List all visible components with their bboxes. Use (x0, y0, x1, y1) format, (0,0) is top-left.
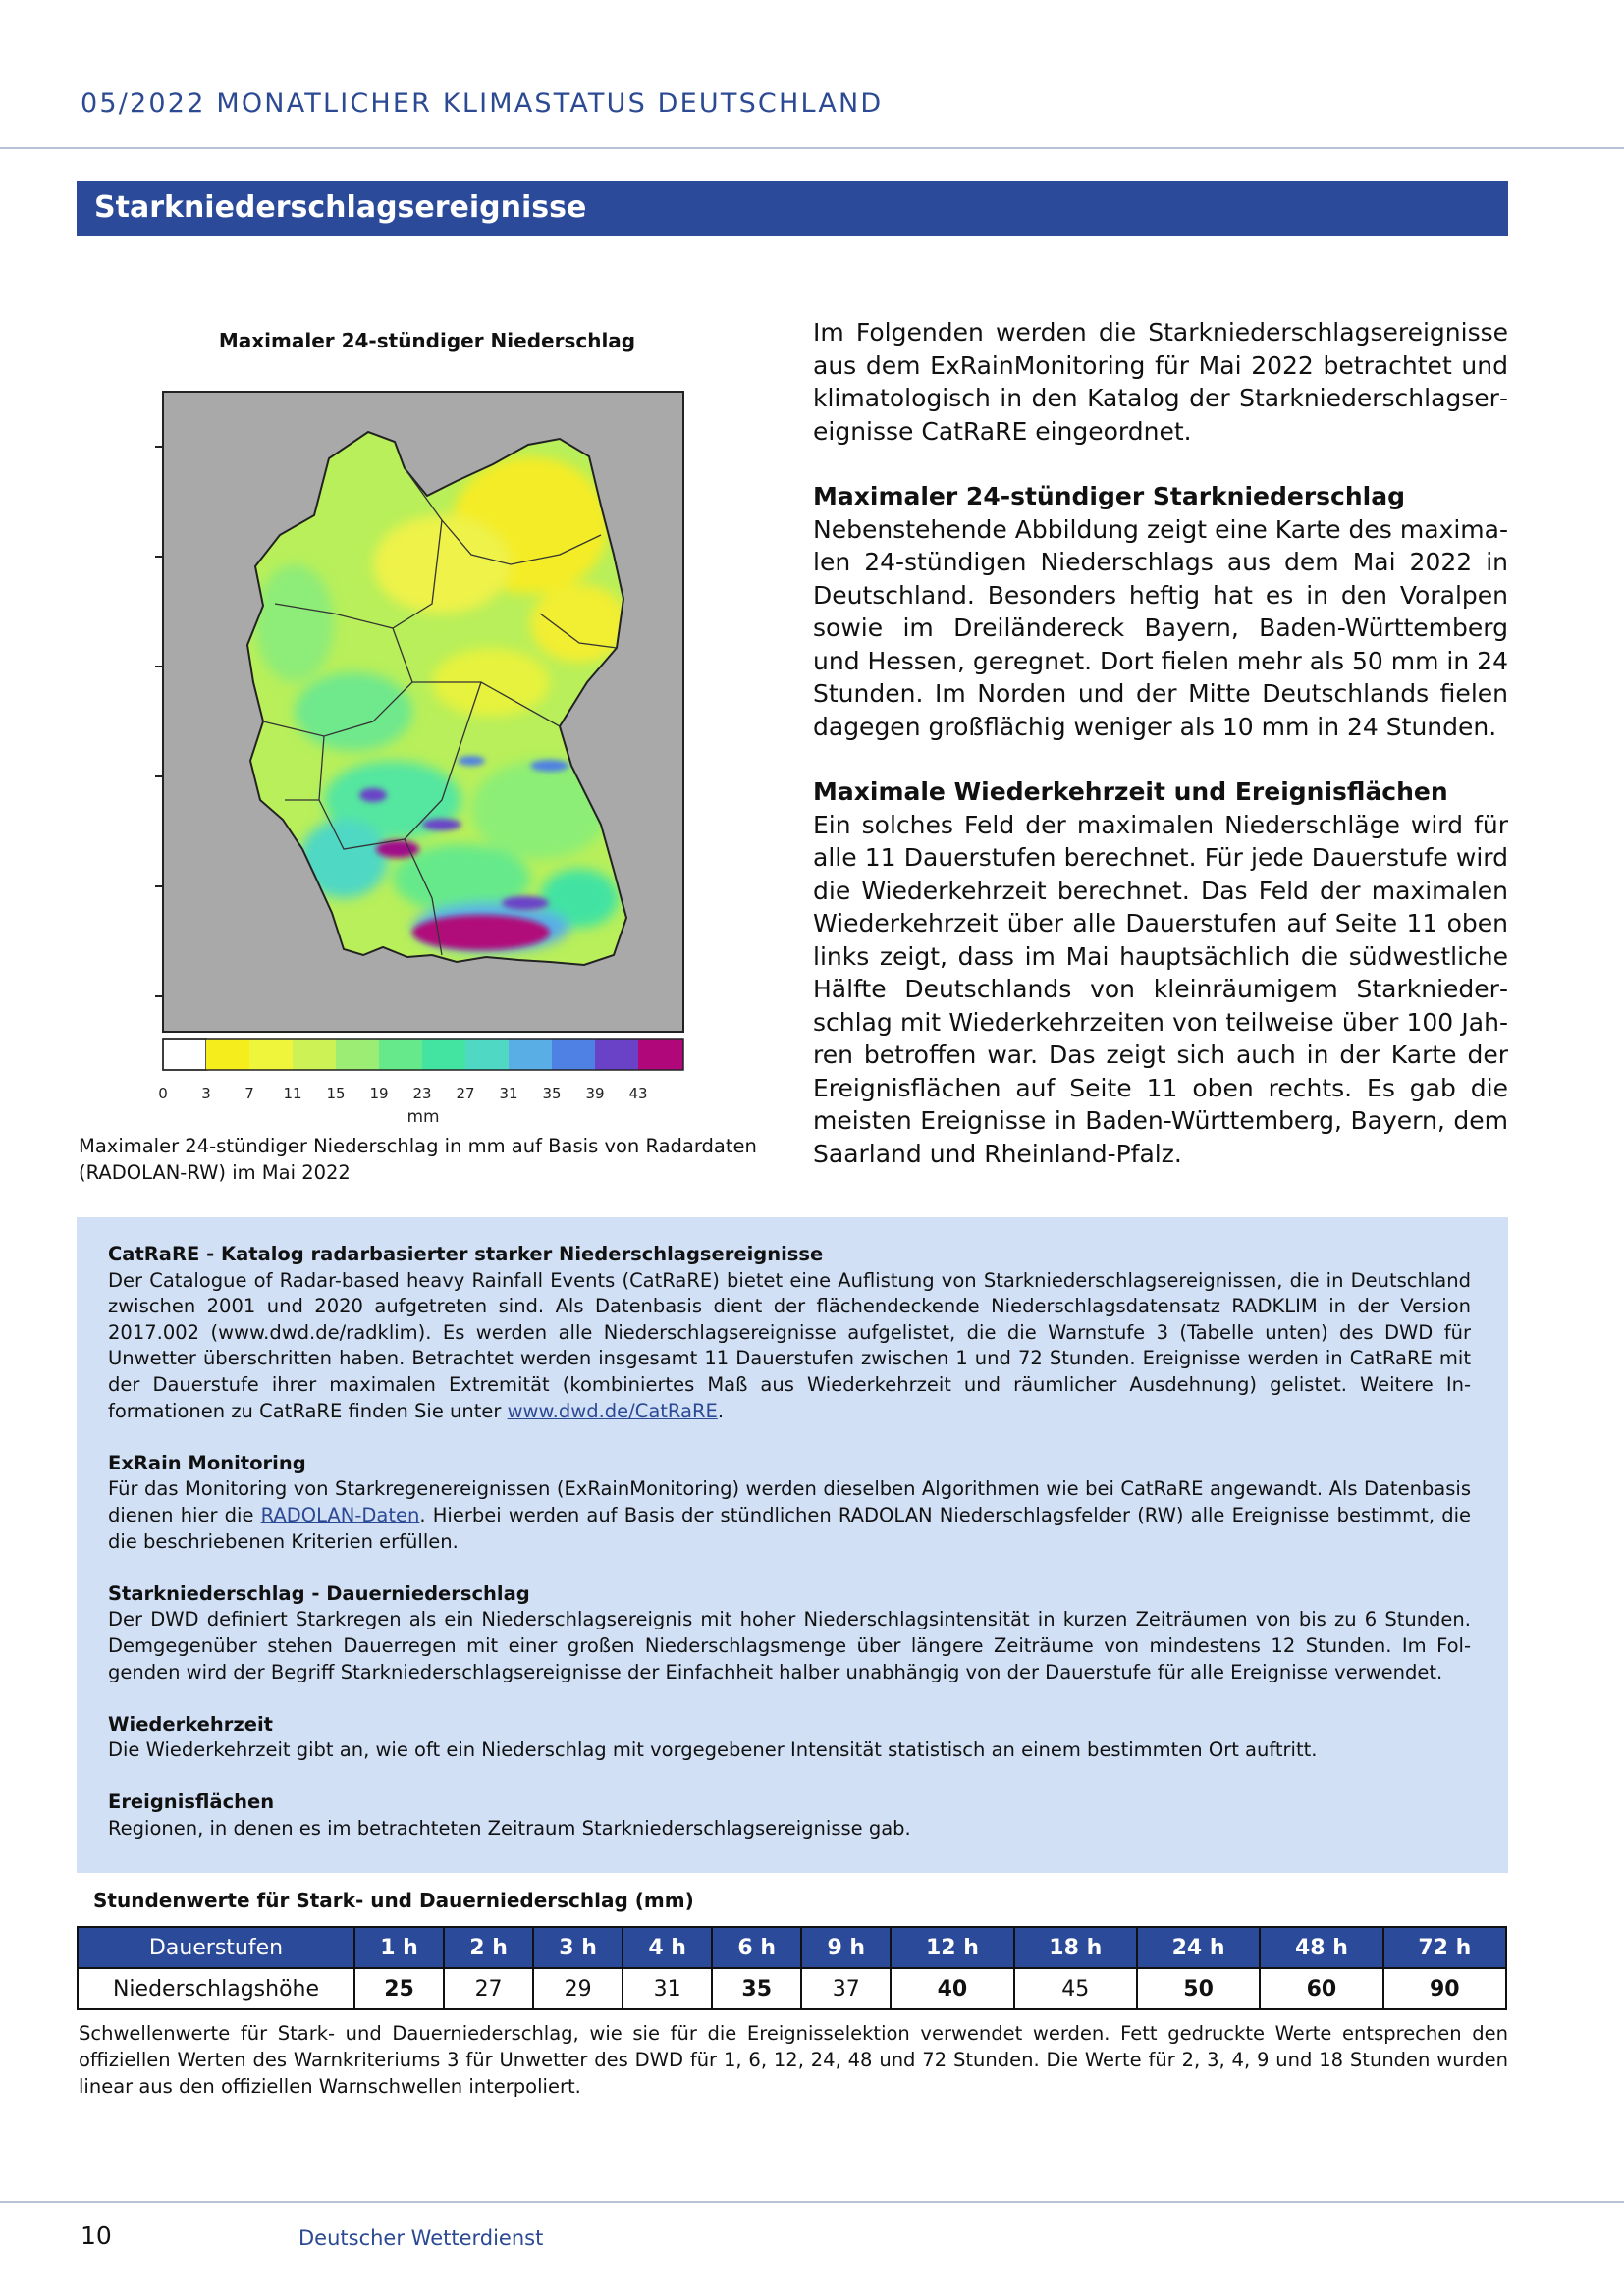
stark-paragraph: Der DWD definiert Starkregen als ein Niederschlagsereignis mit hoher Niederschlagsintensität in kurzen Zeiträumen von bis zu 6 Stunden. Demgegenüber stehen Dauerregen mit einer großen Niederschlagsmenge über längere Zeiträume von mindestens 12 Stunden. Im Folgenden wird der Begriff Starkniederschlagsereignisse der Einfachheit halber unabhängig von der Dauerstufe für alle Ereignisse verwendet. (108, 1608, 1471, 1683)
wiederkehrzeit-paragraph: Die Wiederkehrzeit gibt an, wie oft ein Niederschlag mit vorgegebener Intensität statistisch an einem bestimmten Ort auftritt. (108, 1738, 1318, 1762)
colorbar-tick: 31 (499, 1085, 518, 1102)
duration-cell: 6 h (712, 1927, 801, 1968)
wiederkehrzeit-heading: Wiederkehrzeit (108, 1712, 273, 1735)
colorbar-tick: 35 (542, 1085, 562, 1102)
table-row-label: Dauerstufen (78, 1927, 354, 1968)
value-cell: 37 (801, 1968, 891, 2009)
duration-cell: 2 h (444, 1927, 533, 1968)
colorbar-tick: 27 (456, 1085, 475, 1102)
colorbar-tick: 39 (585, 1085, 605, 1102)
ereignisflaechen-paragraph: Regionen, in denen es im betrachteten Zeitraum Starkniederschlagsereignisse gab. (108, 1817, 911, 1841)
heading-max-24h: Maximaler 24-stündiger Starkniederschlag (813, 482, 1405, 510)
duration-cell: 24 h (1137, 1927, 1260, 1968)
header-divider (0, 147, 1624, 149)
catrare-text: Der Catalogue of Radar-based heavy Rainfall Events (CatRaRE) bietet eine Auflistung von Starkniederschlagsereignissen, die in Deutschland zwischen 2001 und 2020 aufgetreten sind. Als Datenbasis dient der flächendeckende Niederschlagsdatensatz RADKLIM in der Version 2017.002 (www.dwd.de/radklim). Es werden alle Niederschlagsereignisse aufgelistet, die die Warnstufe 3 (Tabelle unten) des DWD für Unwetter überschritten haben. Betrachtet werden insgesamt 11 Dauerstufen zwischen 1 und 72 Stunden. Ereignisse werden in CatRaRE mit der Dauerstufe ihrer maximalen Extremität (kombiniertes Maß aus Wiederkehrzeit und räumlicher Ausdehnung) gelistet. Weitere Informationen zu CatRaRE finden Sie unter (108, 1268, 1471, 1422)
map-colorbar (163, 1039, 683, 1070)
value-cell: 90 (1383, 1968, 1506, 2009)
colorbar-tick: 19 (369, 1085, 389, 1102)
map-axis-ticks (155, 447, 163, 996)
catrare-heading: CatRaRE - Katalog radarbasierter starker Niederschlagsereignisse (108, 1243, 824, 1265)
value-cell: 27 (444, 1968, 533, 2009)
publisher: Deutscher Wetterdienst (298, 2226, 544, 2250)
colorbar-tick-labels (158, 1085, 647, 1127)
colorbar-tick: 43 (628, 1085, 648, 1102)
value-cell: 25 (354, 1968, 444, 2009)
colorbar-unit: mm (406, 1107, 440, 1127)
table-value-row (78, 1968, 1506, 2009)
value-cell: 60 (1260, 1968, 1382, 2009)
catrare-paragraph (108, 1268, 1471, 1425)
duration-cell: 3 h (533, 1927, 623, 1968)
exrain-text: Für das Monitoring von Starkregenereignissen (ExRainMonitoring) werden dieselben Algorithmen wie bei CatRaRE angewandt. Als Datenbasis dienen hier die (108, 1477, 1471, 1526)
colorbar-tick: 15 (326, 1085, 346, 1102)
colorbar-tick: 11 (283, 1085, 302, 1102)
map-caption: Maximaler 24-stündiger Niederschlag in mm auf Basis von Radardaten (RADOLAN-RW) im Mai 2022 (79, 1135, 757, 1184)
duration-cell: 4 h (623, 1927, 712, 1968)
header-title: 05/2022 MONATLICHER KLIMASTATUS DEUTSCHLAND (81, 88, 884, 119)
radolan-link[interactable]: RADOLAN-Daten (260, 1503, 420, 1526)
value-cell: 50 (1137, 1968, 1260, 2009)
duration-cell: 18 h (1014, 1927, 1137, 1968)
ereignisflaechen-heading: Ereignisflächen (108, 1790, 275, 1814)
threshold-table (77, 1926, 1507, 2010)
intro-paragraph: Im Folgenden werden die Starkniederschlagsereignisse aus dem ExRainMonitoring für Mai 2022 betrachtet und klimatologisch in den Katalog der Starkniederschlagsereignisse CatRaRE eingeordnet. (813, 318, 1508, 446)
colorbar-tick: 23 (412, 1085, 432, 1102)
duration-cell: 1 h (354, 1927, 444, 1968)
paragraph-wiederkehrzeit: Ein solches Feld der maximalen Niederschläge wird für alle 11 Dauerstufen berechnet. Für jede Dauerstufe wird die Wiederkehrzeit berechnet. Das Feld der maximalen Wiederkehrzeit über alle Dauerstufen auf Seite 11 oben links zeigt, dass im Mai hauptsächlich die südwestliche Hälfte Deutschlands von kleinräumigem Starkniederschlag mit Wiederkehrzeiten von teilweise über 100 Jahren betroffen war. Das zeigt sich auch in der Karte der Ereignisflächen auf Seite 11 oben rechts. Es gab die meisten Ereignisse in Baden-Württemberg, Bayern, dem Saarland und Rheinland-Pfalz. (813, 810, 1508, 1168)
table-header-row (78, 1927, 1506, 1968)
exrain-paragraph (108, 1476, 1471, 1555)
value-cell: 45 (1014, 1968, 1137, 2009)
table-row-label: Niederschlagshöhe (78, 1968, 354, 2009)
value-cell: 31 (623, 1968, 712, 2009)
catrare-end: . (717, 1399, 725, 1422)
colorbar-tick: 0 (158, 1085, 168, 1102)
value-cell: 29 (533, 1968, 623, 2009)
table-caption: Schwellenwerte für Stark- und Dauerniederschlag, wie sie für die Ereignisselektion verwendet werden. Fett gedruckte Werte entsprechen den offiziellen Werten des Warnkriteriums 3 für Unwetter des DWD für 1, 6, 12, 24, 48 und 72 Stunden. Die Werte für 2, 3, 4, 9 und 18 Stunden wurden linear aus den offiziellen Warnschwellen interpoliert. (79, 2022, 1508, 2098)
heading-wiederkehrzeit: Maximale Wiederkehrzeit und Ereignisflächen (813, 777, 1448, 806)
value-cell: 35 (712, 1968, 801, 2009)
duration-cell: 48 h (1260, 1927, 1382, 1968)
colorbar-tick: 3 (201, 1085, 211, 1102)
duration-cell: 9 h (801, 1927, 891, 1968)
precipitation-map (147, 388, 697, 1134)
map-title: Maximaler 24-stündiger Niederschlag (218, 329, 636, 352)
duration-cell: 72 h (1383, 1927, 1506, 1968)
paragraph-max-24h: Nebenstehende Abbildung zeigt eine Karte des maximalen 24-stündigen Niederschlags aus dem Mai 2022 in Deutschland. Besonders heftig hat es in den Voralpen sowie im Dreiländereck Bayern, Baden-Württemberg und Hessen, geregnet. Dort fielen mehr als 50 mm in 24 Stunden. Im Norden und der Mitte Deutschlands fielen dagegen großflächig weniger als 10 mm in 24 Stunden. (813, 514, 1508, 741)
table-title: Stundenwerte für Stark- und Dauerniederschlag (mm) (93, 1889, 694, 1912)
duration-cell: 12 h (891, 1927, 1013, 1968)
colorbar-tick: 7 (244, 1085, 254, 1102)
footer-divider (0, 2201, 1624, 2203)
info-box (77, 1217, 1508, 1873)
section-title: Starkniederschlagsereignisse (77, 181, 1508, 236)
stark-heading: Starkniederschlag - Dauerniederschlag (108, 1581, 530, 1605)
page-number: 10 (81, 2221, 112, 2250)
exrain-heading: ExRain Monitoring (108, 1451, 306, 1474)
value-cell: 40 (891, 1968, 1013, 2009)
catrare-link[interactable]: www.dwd.de/CatRaRE (507, 1399, 718, 1422)
body-text (813, 316, 1508, 1202)
exrain-text-end: . Hierbei werden auf Basis der stündlichen RADOLAN Niederschlagsfelder (RW) alle Ereignisse bestimmt, die die beschriebenen Kriterien erfüllen. (108, 1503, 1471, 1553)
